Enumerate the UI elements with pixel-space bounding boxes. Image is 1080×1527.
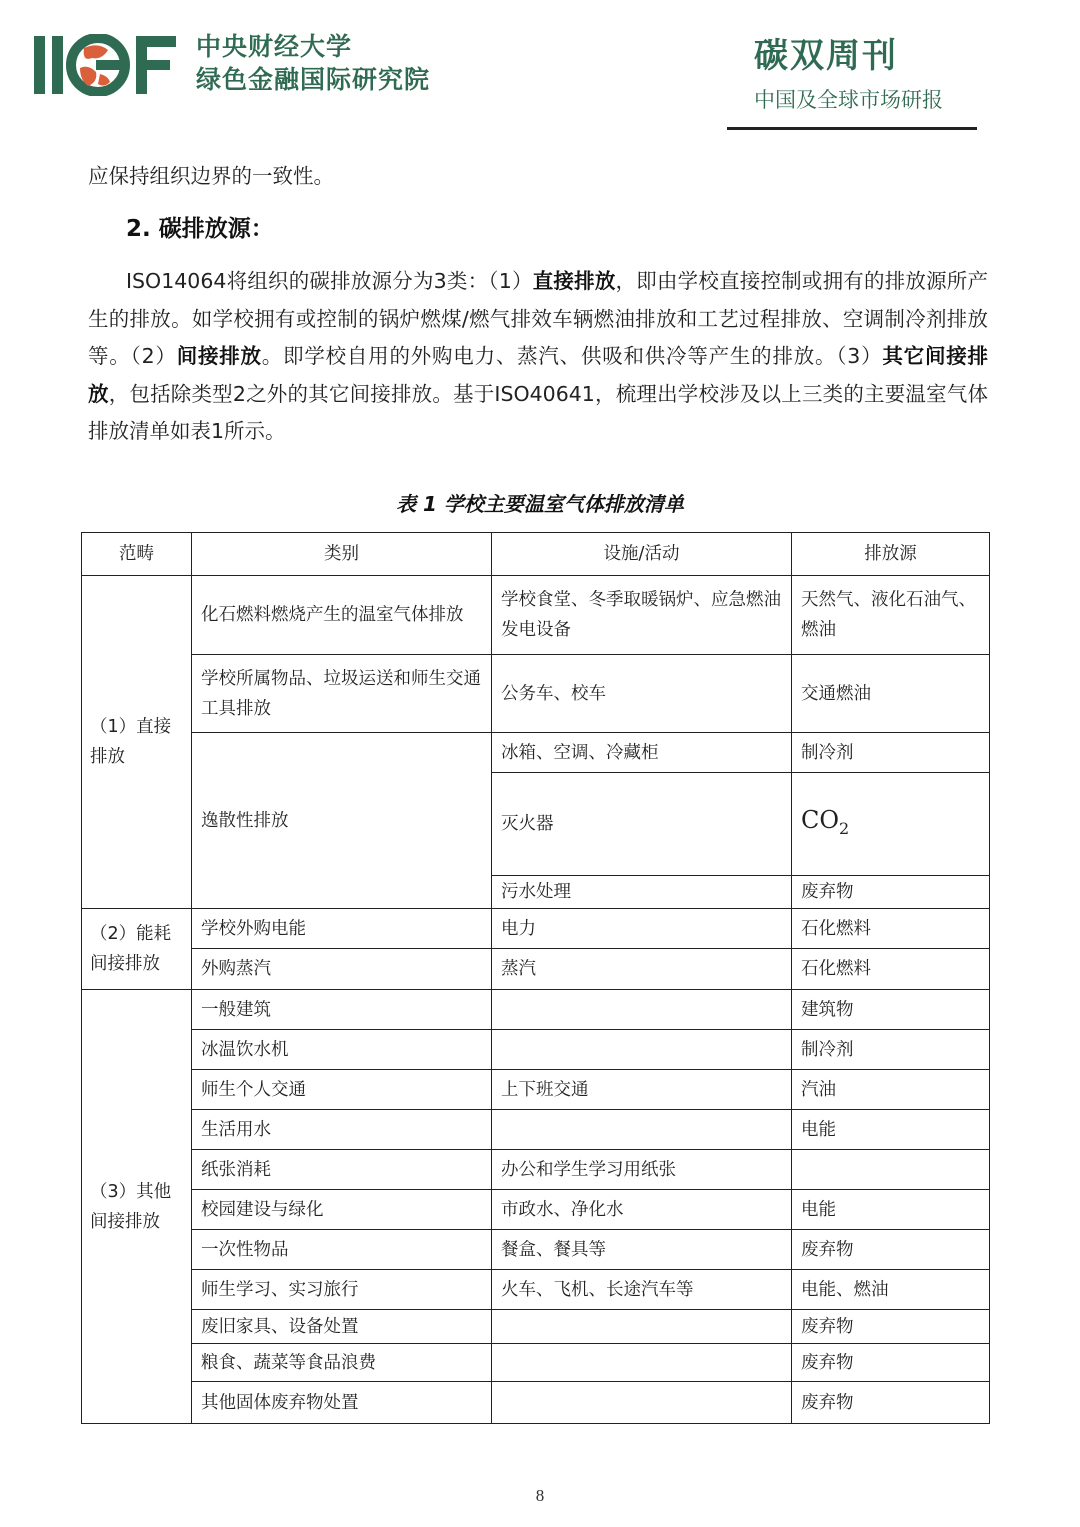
table-row	[82, 1110, 990, 1150]
activity-cell: 蒸汽	[492, 949, 792, 990]
category-cell: 外购蒸汽	[192, 949, 492, 990]
source-cell: 电能	[792, 1110, 990, 1150]
activity-cell	[492, 1344, 792, 1382]
activity-cell: 公务车、校车	[492, 655, 792, 733]
org-name	[196, 30, 430, 96]
para-text-4: ，包括除类型2之外的其它间接排放。基于ISO40641，梳理出学校涉及以上三类的主要温室气体排放清单如表1所示。	[88, 381, 989, 443]
category-cell: 校园建设与绿化	[192, 1190, 492, 1230]
activity-cell	[492, 1110, 792, 1150]
emission-sources-paragraph	[88, 263, 988, 451]
table-row	[82, 1150, 990, 1190]
table-row	[82, 1190, 990, 1230]
category-cell: 其他固体废弃物处置	[192, 1382, 492, 1424]
source-cell: 汽油	[792, 1070, 990, 1110]
activity-cell: 市政水、净化水	[492, 1190, 792, 1230]
table-row	[82, 655, 990, 733]
table-row	[82, 1270, 990, 1310]
header-activity: 设施/活动	[492, 533, 792, 576]
source-cell: 建筑物	[792, 990, 990, 1030]
category-cell: 一次性物品	[192, 1230, 492, 1270]
source-cell: 废弃物	[792, 1344, 990, 1382]
table-row	[82, 733, 990, 773]
scope2-label: （2）能耗间接排放	[82, 909, 192, 990]
co2-main: CO	[801, 805, 840, 834]
co2-formula	[801, 805, 850, 838]
globe-icon	[71, 38, 126, 92]
activity-cell	[492, 1382, 792, 1424]
activity-cell: 灭火器	[492, 773, 792, 876]
org-name-line1: 中央财经大学	[196, 32, 353, 61]
source-cell: 电能	[792, 1190, 990, 1230]
para-text-2: ，即由学校直接控制或拥有的排放源所产生的排放。如学校拥有或控制的锅炉燃煤/燃气排效车辆燃油排放和工艺过程排放、空调制冷剂排放等。（2）	[88, 269, 989, 368]
activity-cell	[492, 1030, 792, 1070]
activity-cell: 污水处理	[492, 876, 792, 909]
category-cell: 生活用水	[192, 1110, 492, 1150]
category-cell: 一般建筑	[192, 990, 492, 1030]
source-cell: 天然气、液化石油气、燃油	[792, 576, 990, 655]
source-cell: 制冷剂	[792, 733, 990, 773]
table-row	[82, 1230, 990, 1270]
publication-title: 碳双周刊	[754, 36, 898, 76]
scope1-label: （1）直接排放	[82, 576, 192, 909]
source-cell: 废弃物	[792, 1310, 990, 1344]
activity-cell: 学校食堂、冬季取暖锅炉、应急燃油发电设备	[492, 576, 792, 655]
category-cell: 师生个人交通	[192, 1070, 492, 1110]
table-row	[82, 1070, 990, 1110]
para-bold-indirect: 间接排放	[176, 344, 262, 368]
source-cell: 石化燃料	[792, 949, 990, 990]
activity-cell: 上下班交通	[492, 1070, 792, 1110]
source-cell-co2	[792, 773, 990, 876]
para-bold-direct: 直接排放	[532, 269, 616, 293]
page-number: 8	[535, 1486, 545, 1505]
source-cell: 废弃物	[792, 876, 990, 909]
source-cell: 石化燃料	[792, 909, 990, 949]
table-row	[82, 1310, 990, 1344]
page-header	[0, 0, 1080, 140]
iigf-logo	[32, 34, 182, 96]
table-row	[82, 909, 990, 949]
category-cell: 冰温饮水机	[192, 1030, 492, 1070]
table-title: 表 1 学校主要温室气体排放清单	[396, 492, 684, 516]
para-bold-other: 其它间接排放	[88, 344, 989, 406]
header-source: 排放源	[792, 533, 990, 576]
category-cell: 学校外购电能	[192, 909, 492, 949]
source-cell: 交通燃油	[792, 655, 990, 733]
section-heading: 2. 碳排放源：	[126, 216, 274, 242]
para-text-3: 。即学校自用的外购电力、蒸汽、供吸和供冷等产生的排放。（3）	[261, 344, 883, 368]
table-header-row	[82, 533, 990, 576]
activity-cell: 冰箱、空调、冷藏柜	[492, 733, 792, 773]
source-cell: 废弃物	[792, 1382, 990, 1424]
publication-subtitle: 中国及全球市场研报	[754, 88, 943, 112]
category-cell: 学校所属物品、垃圾运送和师生交通工具排放	[192, 655, 492, 733]
activity-cell: 餐盒、餐具等	[492, 1230, 792, 1270]
activity-cell	[492, 990, 792, 1030]
activity-cell: 火车、飞机、长途汽车等	[492, 1270, 792, 1310]
category-cell: 粮食、蔬菜等食品浪费	[192, 1344, 492, 1382]
header-category: 类别	[192, 533, 492, 576]
category-cell: 废旧家具、设备处置	[192, 1310, 492, 1344]
activity-cell: 电力	[492, 909, 792, 949]
activity-cell	[492, 1310, 792, 1344]
source-cell: 废弃物	[792, 1230, 990, 1270]
table-row	[82, 1344, 990, 1382]
table-row	[82, 990, 990, 1030]
org-name-line2: 绿色金融国际研究院	[196, 65, 431, 94]
category-cell: 逸散性排放	[192, 733, 492, 909]
table-row	[82, 949, 990, 990]
table-row	[82, 576, 990, 655]
co2-subscript: 2	[839, 818, 850, 838]
category-cell: 化石燃料燃烧产生的温室气体排放	[192, 576, 492, 655]
header-scope: 范畴	[82, 533, 192, 576]
para-text-1: ISO14064将组织的碳排放源分为3类：（1）	[126, 269, 533, 293]
source-cell: 电能、燃油	[792, 1270, 990, 1310]
source-cell: 制冷剂	[792, 1030, 990, 1070]
category-cell: 纸张消耗	[192, 1150, 492, 1190]
activity-cell: 办公和学生学习用纸张	[492, 1150, 792, 1190]
header-rule	[727, 127, 977, 130]
category-cell: 师生学习、实习旅行	[192, 1270, 492, 1310]
table-row	[82, 1030, 990, 1070]
emissions-table	[81, 532, 990, 1424]
table-row	[82, 1382, 990, 1424]
continued-paragraph: 应保持组织边界的一致性。	[88, 164, 334, 188]
source-cell	[792, 1150, 990, 1190]
scope3-label: （3）其他间接排放	[82, 990, 192, 1424]
